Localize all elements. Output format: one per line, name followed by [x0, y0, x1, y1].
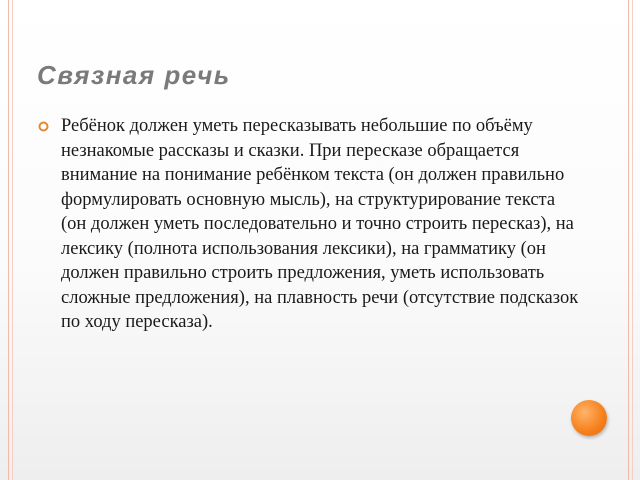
right-frame-line [628, 0, 629, 480]
ring-bullet-icon [38, 121, 49, 132]
left-frame-line [8, 0, 9, 480]
orange-circle-icon [571, 400, 607, 436]
slide-title: Связная речь [37, 60, 231, 90]
right-frame-line-outer [632, 0, 633, 480]
left-frame-line-inner [12, 0, 13, 480]
bullet-text: Ребёнок должен уметь пересказывать небольшие по объёму незнакомые рассказы и сказки. При пересказе обращается внимание на понимание ребёнком текста (он должен правильно формулировать основную мысль), на структурирование текста (он должен уметь последовательно и точно строить пересказ), на лексику (полнота использования лексики), на грамматику (он должен правильно строить предложения, уметь использовать сложные предложения), на плавность речи (отсутствие подсказок по ходу пересказа). [61, 116, 579, 332]
